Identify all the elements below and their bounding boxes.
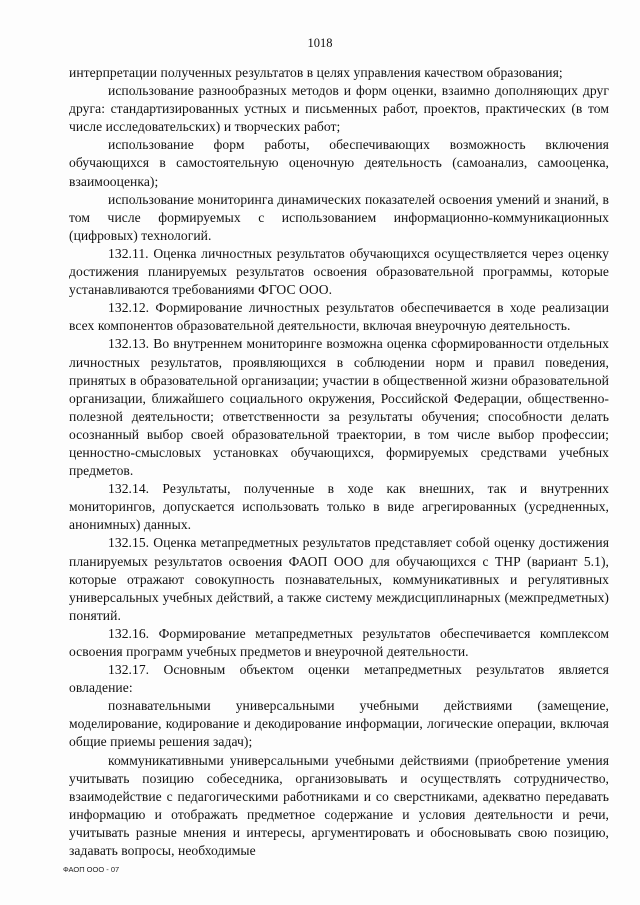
paragraph: интерпретации полученных результатов в целях управления качеством образования;	[69, 65, 563, 80]
paragraph: 132.17. Основным объектом оценки метапредметных результатов является овладение:	[69, 662, 609, 696]
footer-code: ФАОП ООО - 07	[63, 865, 120, 874]
paragraph: 132.12. Формирование личностных результатов обеспечивается в ходе реализации всех компонентов образовательной деятельности, включая внеурочную деятельность.	[69, 300, 609, 334]
paragraph: познавательными универсальными учебными действиями (замещение, моделирование, кодирование и декодирование информации, логические операции, включая общие приемы решения задач);	[69, 698, 609, 750]
document-body	[69, 64, 609, 860]
paragraph: 132.14. Результаты, полученные в ходе как внешних, так и внутренних мониторингов, допускается использовать только в виде агрегированных (усредненных, анонимных) данных.	[69, 481, 609, 533]
paragraph: 132.16. Формирование метапредметных результатов обеспечивается комплексом освоения программ учебных предметов и внеурочной деятельности.	[69, 625, 609, 659]
paragraph: использование форм работы, обеспечивающих возможность включения обучающихся в самостоятельную оценочную деятельность (самоанализ, самооценка, взаимооценка);	[69, 137, 609, 189]
paragraph: 132.11. Оценка личностных результатов обучающихся осуществляется через оценку достижения планируемых результатов освоения образовательной программы, которые устанавливаются требованиями ФГОС ООО.	[69, 245, 609, 298]
paragraph: использование разнообразных методов и форм оценки, взаимно дополняющих друг друга: стандартизированных устных и письменных работ, проектов, практических (в том числе исследовательских) и творческих работ;	[69, 83, 609, 135]
paragraph: 132.15. Оценка метапредметных результатов представляет собой оценку достижения планируемых результатов освоения ФАОП ООО для обучающихся с ТНР (вариант 5.1), которые отражают совокупность познавательных, коммуникативных и регулятивных универсальных учебных действий, а также систему междисциплинарных (межпредметных) понятий.	[69, 535, 609, 623]
page-number: 1018	[307, 36, 333, 50]
paragraph: коммуникативными универсальными учебными действиями (приобретение умения учитывать позицию собеседника, организовывать и осуществлять сотрудничество, взаимодействие с педагогическими работниками и со сверстниками, адекватно передавать информацию и отображать предметное содержание и условия деятельности и речи, учитывать разные мнения и интересы, аргументировать и обосновывать свою позицию, задавать вопросы, необходимые	[69, 752, 609, 859]
paragraph: 132.13. Во внутреннем мониторинге возможна оценка сформированности отдельных личностных результатов, проявляющихся в соблюдении норм и правил поведения, принятых в образовательной организации; участии в общественной жизни образовательной организации, ближайшего социального окружения, Российской Федерации, общественно-полезной деятельности; ответственности за результаты обучения; способности делать осознанный выбор своей образовательной траектории, в том числе выбор профессии; ценностно-смысловых установках обучающихся, формируемых средствами учебных предметов.	[69, 336, 609, 479]
paragraph: использование мониторинга динамических показателей освоения умений и знаний, в том числе формируемых с использованием информационно-коммуникационных (цифровых) технологий.	[69, 191, 609, 243]
